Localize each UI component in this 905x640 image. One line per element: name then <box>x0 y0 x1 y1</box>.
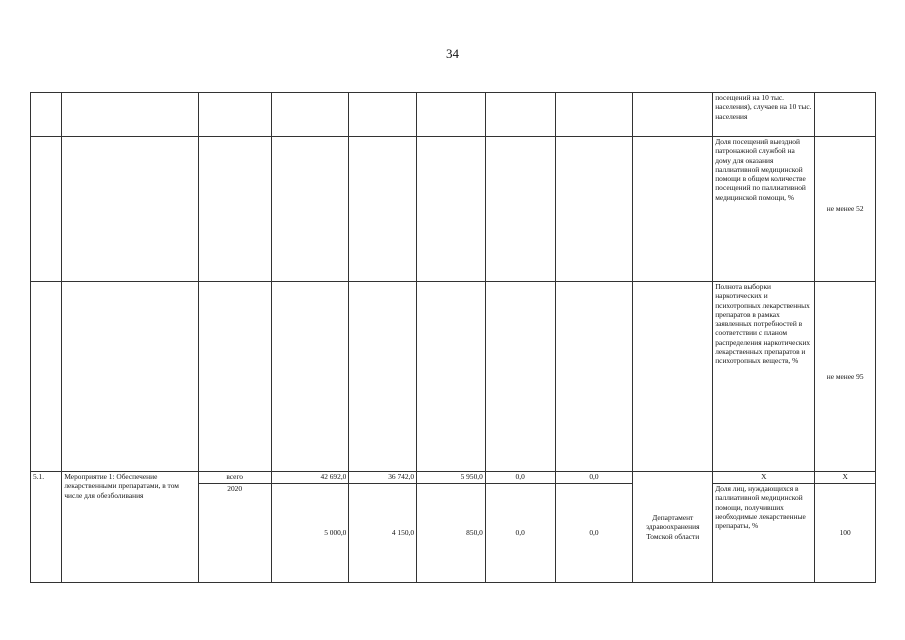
period-cell: 2020 <box>198 484 271 583</box>
indicator-cell: Полнота выборки наркотических и психотропных лекарственных препаратов в рамках заявленных потребностей в соответствии с планом распределения наркотических лекарственных препаратов и психотропных веществ, % <box>713 282 815 472</box>
amount-cell: 0,0 <box>485 472 555 484</box>
executor-cell: Департамент здравоохранения Томской области <box>633 472 713 583</box>
indicator-cell: Доля лиц, нуждающихся в паллиативной медицинской помощи, получивших необходимые лекарственные препараты, % <box>713 484 815 583</box>
amount-cell: 4 150,0 <box>349 484 417 583</box>
table-row <box>31 472 876 484</box>
amount-cell: 5 000,0 <box>271 484 349 583</box>
indicator-value: не менее 95 <box>815 282 876 472</box>
amount-cell: 42 692,0 <box>271 472 349 484</box>
amount-cell: 5 950,0 <box>417 472 486 484</box>
amount-cell: 0,0 <box>555 472 633 484</box>
indicator-cell: Доля посещений выездной патронажной службой на дому для оказания паллиативной медицинской помощи в общем количестве посещений по паллиативной медицинской помощи, % <box>713 137 815 282</box>
measure-number: 5.1. <box>31 472 62 583</box>
measure-name: Мероприятие 1: Обеспечение лекарственными препаратами, в том числе для обезболивания <box>62 472 198 583</box>
table-row <box>31 282 876 472</box>
amount-cell: 0,0 <box>485 484 555 583</box>
period-cell: всего <box>198 472 271 484</box>
indicator-value: X <box>815 472 876 484</box>
amount-cell: 850,0 <box>417 484 486 583</box>
page-number: 34 <box>446 46 459 61</box>
table-row <box>31 93 876 137</box>
indicator-value: не менее 52 <box>815 137 876 282</box>
program-table <box>30 92 876 583</box>
amount-cell: 0,0 <box>555 484 633 583</box>
indicator-value: 100 <box>815 484 876 583</box>
amount-cell: 36 742,0 <box>349 472 417 484</box>
indicator-cell: X <box>713 472 815 484</box>
indicator-cell: посещений на 10 тыс. населения), случаев на 10 тыс. населения <box>713 93 815 137</box>
table-row <box>31 137 876 282</box>
